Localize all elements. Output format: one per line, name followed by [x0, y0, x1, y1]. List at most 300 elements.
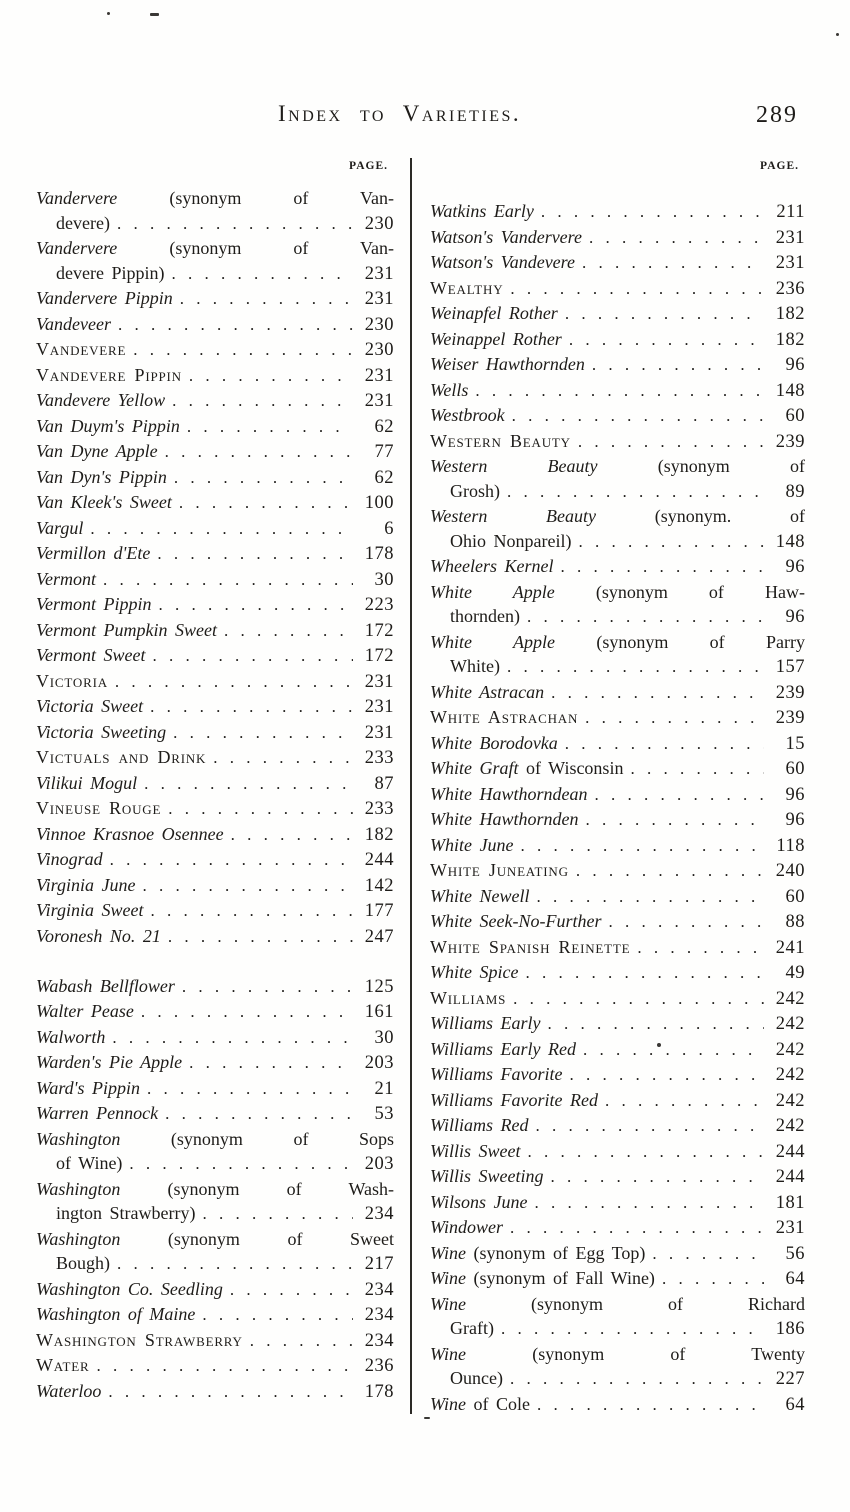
dot-leader — [630, 757, 764, 782]
index-entry — [430, 858, 805, 884]
index-entry — [36, 618, 394, 644]
entry-name — [430, 756, 623, 781]
entry-name — [430, 429, 571, 454]
entry-name — [450, 604, 520, 629]
entry-name-segment: White Spanish Reinette — [430, 936, 631, 957]
entry-name — [430, 403, 505, 428]
index-entry — [430, 504, 805, 554]
entry-page-number: 60 — [785, 886, 805, 907]
entry-line — [430, 1316, 805, 1342]
entry-name-segment: Ounce) — [450, 1368, 503, 1388]
dot-leader — [182, 975, 353, 1000]
entry-page-number: 236 — [364, 1356, 394, 1376]
index-entry — [430, 352, 805, 378]
dot-leader — [117, 1252, 353, 1277]
index-entry — [36, 1227, 394, 1277]
entry-line — [36, 592, 394, 618]
entry-name-segment: Water — [36, 1355, 90, 1375]
index-entry — [36, 516, 394, 542]
entry-name-segment: Washington — [36, 1178, 121, 1199]
entry-name-segment: Williams — [430, 987, 507, 1008]
entry-name-segment: Windower — [430, 1217, 504, 1237]
entry-name-segment: Washington of Maine — [36, 1304, 196, 1324]
entry-name-segment: Williams Favorite Red — [430, 1089, 598, 1110]
entry-name — [450, 1366, 503, 1391]
entry-page-number: 172 — [364, 646, 394, 666]
entry-line — [36, 822, 394, 848]
entry-page-number: 60 — [785, 759, 805, 779]
entry-line — [36, 312, 394, 338]
entry-name — [430, 1088, 598, 1113]
entry-name-segment: Virginia June — [36, 874, 136, 895]
index-entry — [36, 643, 394, 669]
entry-line — [430, 479, 805, 505]
entry-name-segment: Waterloo — [36, 1380, 102, 1401]
entry-name-segment: Van Dyn's Pippin — [36, 466, 167, 487]
entry-page-number: 244 — [364, 850, 394, 870]
index-entry — [430, 554, 805, 580]
entry-name — [430, 378, 468, 403]
entry-page-number: 186 — [775, 1319, 805, 1339]
entry-page-number: 96 — [785, 607, 805, 627]
entry-name — [36, 669, 108, 694]
entry-name-segment: Vandeveer — [36, 313, 111, 334]
entry-page-number: 178 — [364, 1381, 394, 1402]
entry-name — [430, 705, 578, 730]
entry-name — [450, 529, 571, 554]
entry-page-number: 244 — [775, 1167, 805, 1187]
index-entry — [430, 1190, 805, 1216]
entry-line — [430, 378, 805, 404]
entry-name-segment: (synonym of Haw- — [554, 581, 805, 602]
page-header — [0, 0, 850, 150]
index-entry — [430, 1164, 805, 1190]
entry-line — [430, 680, 805, 706]
entry-line — [36, 1025, 394, 1051]
entry-line — [430, 1139, 805, 1165]
entry-page-number: 239 — [775, 431, 805, 452]
entry-name — [36, 1302, 195, 1327]
entry-page-number: 211 — [776, 202, 805, 222]
dot-leader — [152, 644, 353, 669]
dot-leader — [103, 568, 353, 593]
entry-name-segment: White Hawthorndean — [430, 783, 588, 804]
entry-name-segment: devere) — [56, 212, 110, 233]
index-entry — [36, 236, 394, 286]
entry-name-segment: Wine — [430, 1242, 466, 1263]
dot-leader — [157, 542, 353, 567]
index-entry — [430, 199, 805, 225]
entry-name-segment: Vandevere Yellow — [36, 390, 166, 410]
entry-page-number: 244 — [775, 1141, 805, 1162]
entry-name — [36, 999, 134, 1024]
entry-page-number: 182 — [775, 304, 805, 324]
entry-line — [430, 731, 805, 757]
entry-line — [36, 1251, 394, 1277]
entry-name — [430, 1266, 655, 1291]
entry-page-number: 64 — [785, 1269, 805, 1289]
entry-line — [430, 301, 805, 327]
entry-page-number: 231 — [364, 263, 394, 284]
entry-page-number: 231 — [775, 227, 805, 248]
entry-name — [36, 337, 126, 362]
entry-name — [430, 1113, 529, 1138]
entry-line — [430, 604, 805, 630]
entry-name-segment: Western Beauty — [430, 430, 571, 451]
left-page-label: PAGE. — [349, 160, 388, 172]
entry-name-segment: Williams Early — [430, 1013, 541, 1033]
entry-page-number: 230 — [364, 340, 394, 360]
entry-line — [36, 720, 394, 746]
entry-page-number: 49 — [785, 963, 805, 983]
entry-name — [36, 618, 217, 643]
entry-name — [36, 898, 143, 923]
entry-name-segment: Watson's Vandevere — [430, 252, 575, 272]
dot-leader — [475, 379, 764, 404]
entry-line — [430, 199, 805, 225]
dot-leader — [510, 1367, 764, 1392]
entry-name-segment: (synonym of Wash- — [120, 1178, 394, 1199]
dot-leader — [551, 1165, 765, 1190]
entry-page-number: 241 — [775, 937, 805, 958]
entry-name-segment: White Spice — [430, 962, 519, 982]
index-entry — [430, 1113, 805, 1139]
dot-leader — [525, 961, 764, 986]
entry-name-segment: Wine — [430, 1393, 466, 1414]
entry-name — [430, 1190, 528, 1215]
entry-name — [430, 833, 513, 858]
entry-page-number: 230 — [364, 213, 394, 234]
entry-page-number: 87 — [374, 773, 394, 794]
index-entry — [430, 1266, 805, 1292]
entry-name-segment: (synonym of — [597, 456, 805, 476]
entry-name-segment: Walter Pease — [36, 1001, 134, 1021]
dot-leader — [165, 1102, 353, 1127]
entry-name — [36, 541, 150, 566]
entry-name — [36, 1101, 158, 1126]
entry-line — [36, 1101, 394, 1127]
dot-leader — [570, 1063, 765, 1088]
entry-page-number: 157 — [775, 657, 805, 677]
entry-name-segment: devere Pippin) — [56, 262, 165, 283]
dot-leader — [536, 1114, 765, 1139]
entry-line — [36, 388, 394, 414]
entry-name-segment: Wilsons June — [430, 1191, 528, 1212]
entry-name — [430, 1392, 530, 1417]
dot-leader — [608, 910, 764, 935]
index-entry — [36, 414, 394, 440]
entry-page-number: 239 — [775, 708, 805, 728]
entry-page-number: 231 — [364, 722, 394, 743]
entry-name — [430, 909, 601, 934]
index-entry — [430, 884, 805, 910]
entry-name — [36, 312, 111, 337]
entry-name-segment: White Graft — [430, 758, 519, 778]
entry-page-number: 62 — [374, 416, 394, 437]
entry-name-segment: Western Beauty — [430, 506, 597, 526]
entry-page-number: 242 — [775, 1014, 805, 1034]
right-page-label: PAGE. — [760, 160, 799, 172]
entry-name-segment: Washington — [36, 1128, 121, 1149]
entry-name — [36, 414, 180, 439]
dot-leader — [541, 200, 764, 225]
entry-name-segment: Virginia Sweet — [36, 900, 144, 920]
entry-page-number: 242 — [775, 1116, 805, 1136]
entry-line — [430, 454, 805, 479]
entry-name — [430, 960, 518, 985]
index-entry — [36, 924, 394, 950]
entry-line — [430, 429, 805, 455]
dot-leader — [565, 302, 764, 327]
entry-name — [36, 1050, 182, 1075]
dot-leader — [172, 389, 353, 414]
entry-name-segment: White Seek-No-Further — [430, 911, 602, 931]
entry-name — [430, 276, 503, 301]
dot-leader — [213, 746, 353, 771]
entry-line — [430, 1011, 805, 1037]
entry-name-segment: Ohio Nonpareil) — [450, 530, 572, 551]
entry-page-number: 231 — [364, 697, 394, 717]
dot-leader — [112, 1026, 353, 1051]
dot-leader — [159, 593, 354, 618]
entry-line — [36, 999, 394, 1025]
entry-name — [430, 225, 582, 250]
index-entry — [430, 782, 805, 808]
right-column — [430, 160, 805, 1417]
entry-name-segment: Wine — [430, 1268, 466, 1288]
index-entry — [36, 999, 394, 1025]
entry-line — [430, 858, 805, 884]
entry-line — [36, 465, 394, 491]
entry-line — [430, 960, 805, 986]
dot-leader — [586, 808, 765, 833]
entry-name — [36, 694, 143, 719]
dot-leader — [576, 859, 764, 884]
entry-name-segment: Washington Co. Seedling — [36, 1278, 223, 1299]
entry-name-segment: Washington — [36, 1228, 121, 1249]
entry-name-segment: Graft) — [450, 1318, 494, 1338]
dot-leader — [168, 925, 353, 950]
entry-page-number: 56 — [785, 1243, 805, 1264]
index-entry — [36, 694, 394, 720]
entry-line — [430, 403, 805, 429]
entry-name-segment: Vermont Sweet — [36, 645, 146, 665]
index-entry — [36, 720, 394, 746]
entry-name — [36, 567, 96, 592]
dot-leader — [133, 338, 353, 363]
dot-leader — [168, 797, 353, 822]
entry-name-segment: Westbrook — [430, 405, 505, 425]
entry-line — [36, 669, 394, 695]
dot-leader — [117, 212, 353, 237]
index-entry — [36, 1050, 394, 1076]
index-entry — [430, 580, 805, 630]
dot-leader — [637, 936, 764, 961]
entry-page-number: 234 — [364, 1330, 394, 1351]
dot-leader — [174, 466, 353, 491]
index-entry — [36, 465, 394, 491]
entry-line — [430, 554, 805, 580]
entry-line — [430, 705, 805, 731]
entry-line — [36, 261, 394, 287]
entry-page-number: 234 — [364, 1305, 394, 1325]
entry-name-segment: (synonym of Egg Top) — [466, 1242, 646, 1263]
entry-page-number: 88 — [785, 912, 805, 932]
index-entry — [36, 822, 394, 848]
index-entry — [430, 1011, 805, 1037]
entry-line — [36, 439, 394, 465]
index-entry — [430, 1139, 805, 1165]
index-entry — [36, 186, 394, 236]
entry-name-segment: Vandevere — [36, 339, 127, 359]
entry-name — [430, 352, 585, 377]
index-entry — [430, 1342, 805, 1392]
page-number: 289 — [756, 102, 798, 128]
entry-line — [36, 211, 394, 237]
entry-name — [56, 261, 164, 286]
entry-page-number: 231 — [775, 253, 805, 273]
entry-name-segment: (synonym. of — [596, 506, 805, 526]
entry-page-number: 178 — [364, 544, 394, 564]
index-entry — [430, 1062, 805, 1088]
entry-name-segment: of Wisconsin — [518, 758, 624, 778]
index-entry — [430, 1292, 805, 1342]
entry-name — [36, 1353, 90, 1378]
entry-line — [430, 1062, 805, 1088]
entry-name — [36, 490, 172, 515]
entry-line — [430, 529, 805, 555]
entry-name — [430, 782, 588, 807]
entry-name — [36, 516, 83, 541]
entry-name — [36, 1025, 105, 1050]
entry-line — [430, 1190, 805, 1216]
dot-leader — [231, 823, 353, 848]
entry-name — [430, 250, 575, 275]
index-entry — [430, 225, 805, 251]
entry-name — [430, 199, 534, 224]
dot-leader — [224, 619, 353, 644]
index-entry — [430, 1088, 805, 1114]
entry-name-segment: Victoria — [36, 670, 108, 691]
dot-leader — [605, 1089, 764, 1114]
index-entry — [430, 1392, 805, 1418]
entry-name-segment: Vineuse Rouge — [36, 798, 162, 818]
index-entry — [430, 756, 805, 782]
entry-page-number: 242 — [775, 1090, 805, 1111]
entry-line — [36, 873, 394, 899]
entry-name-segment: (synonym of Twenty — [466, 1343, 805, 1364]
dot-leader — [118, 313, 353, 338]
entry-page-number: 223 — [364, 595, 394, 615]
entry-name — [56, 1201, 195, 1226]
index-entry — [36, 388, 394, 414]
entry-line — [430, 1215, 805, 1241]
entry-name-segment: Willis Sweeting — [430, 1166, 544, 1186]
entry-name — [36, 388, 165, 413]
index-entry — [430, 403, 805, 429]
entry-name-segment: Watkins Early — [430, 201, 534, 221]
dot-leader — [589, 226, 764, 251]
index-entry — [430, 301, 805, 327]
entry-line — [36, 337, 394, 363]
right-column-entries — [430, 199, 805, 1417]
entry-page-number: 181 — [775, 1192, 805, 1213]
entry-name — [36, 643, 145, 668]
entry-name — [36, 745, 206, 770]
entry-name — [36, 1076, 140, 1101]
entry-name — [56, 1251, 110, 1276]
entry-name-segment: (synonym of Van- — [117, 188, 394, 208]
entry-line — [36, 643, 394, 669]
index-entry — [36, 1379, 394, 1405]
dot-leader — [507, 480, 764, 505]
entry-name-segment: Vinnoe Krasnoe Osennee — [36, 823, 224, 844]
entry-line — [36, 1277, 394, 1303]
entry-line — [36, 1379, 394, 1405]
entry-page-number: 161 — [364, 1002, 394, 1022]
entry-line — [430, 807, 805, 833]
entry-line — [36, 745, 394, 771]
entry-line — [36, 1076, 394, 1102]
entry-name-segment: White Borodovka — [430, 732, 558, 753]
dot-leader — [535, 1191, 765, 1216]
entry-line — [430, 352, 805, 378]
entry-name — [36, 720, 166, 745]
entry-name-segment: Voronesh No. 21 — [36, 925, 161, 946]
entry-page-number: 96 — [785, 810, 805, 830]
entry-name-segment: (synonym of Parry — [555, 631, 806, 652]
index-entry — [36, 592, 394, 618]
index-entry — [430, 250, 805, 276]
entry-page-number: 242 — [775, 1065, 805, 1085]
index-entry — [36, 796, 394, 822]
index-entry — [36, 1025, 394, 1051]
entry-page-number: 6 — [384, 518, 394, 539]
index-entry — [430, 327, 805, 353]
index-entry — [36, 847, 394, 873]
entry-name-segment: White Juneating — [430, 860, 569, 880]
index-entry — [430, 429, 805, 455]
entry-name — [36, 847, 103, 872]
entry-line — [36, 974, 394, 1000]
entry-page-number: 203 — [364, 1053, 394, 1073]
dot-leader — [569, 328, 764, 353]
entry-name-segment: Vandervere — [36, 238, 118, 258]
entry-line — [36, 1201, 394, 1227]
index-entry — [36, 873, 394, 899]
entry-page-number: 148 — [775, 531, 805, 552]
entry-name-segment: Wealthy — [430, 277, 504, 298]
page-title: Index to Varieties. — [278, 101, 522, 126]
entry-page-number: 100 — [364, 493, 394, 513]
dot-leader — [150, 899, 353, 924]
entry-line — [36, 771, 394, 797]
dot-leader — [652, 1242, 764, 1267]
entry-name-segment: Vandervere Pippin — [36, 288, 173, 308]
entry-name — [430, 1139, 521, 1164]
entry-page-number: 247 — [364, 926, 394, 947]
entry-page-number: 142 — [364, 875, 394, 896]
entry-name — [36, 1277, 223, 1302]
dot-leader — [512, 404, 764, 429]
entry-line — [36, 516, 394, 542]
entry-line — [36, 1177, 394, 1202]
index-entry — [430, 630, 805, 680]
index-entry — [36, 1328, 394, 1354]
entry-line — [430, 504, 805, 529]
entry-page-number: 30 — [374, 569, 394, 590]
entry-name-segment: Weinapfel Rother — [430, 303, 558, 323]
